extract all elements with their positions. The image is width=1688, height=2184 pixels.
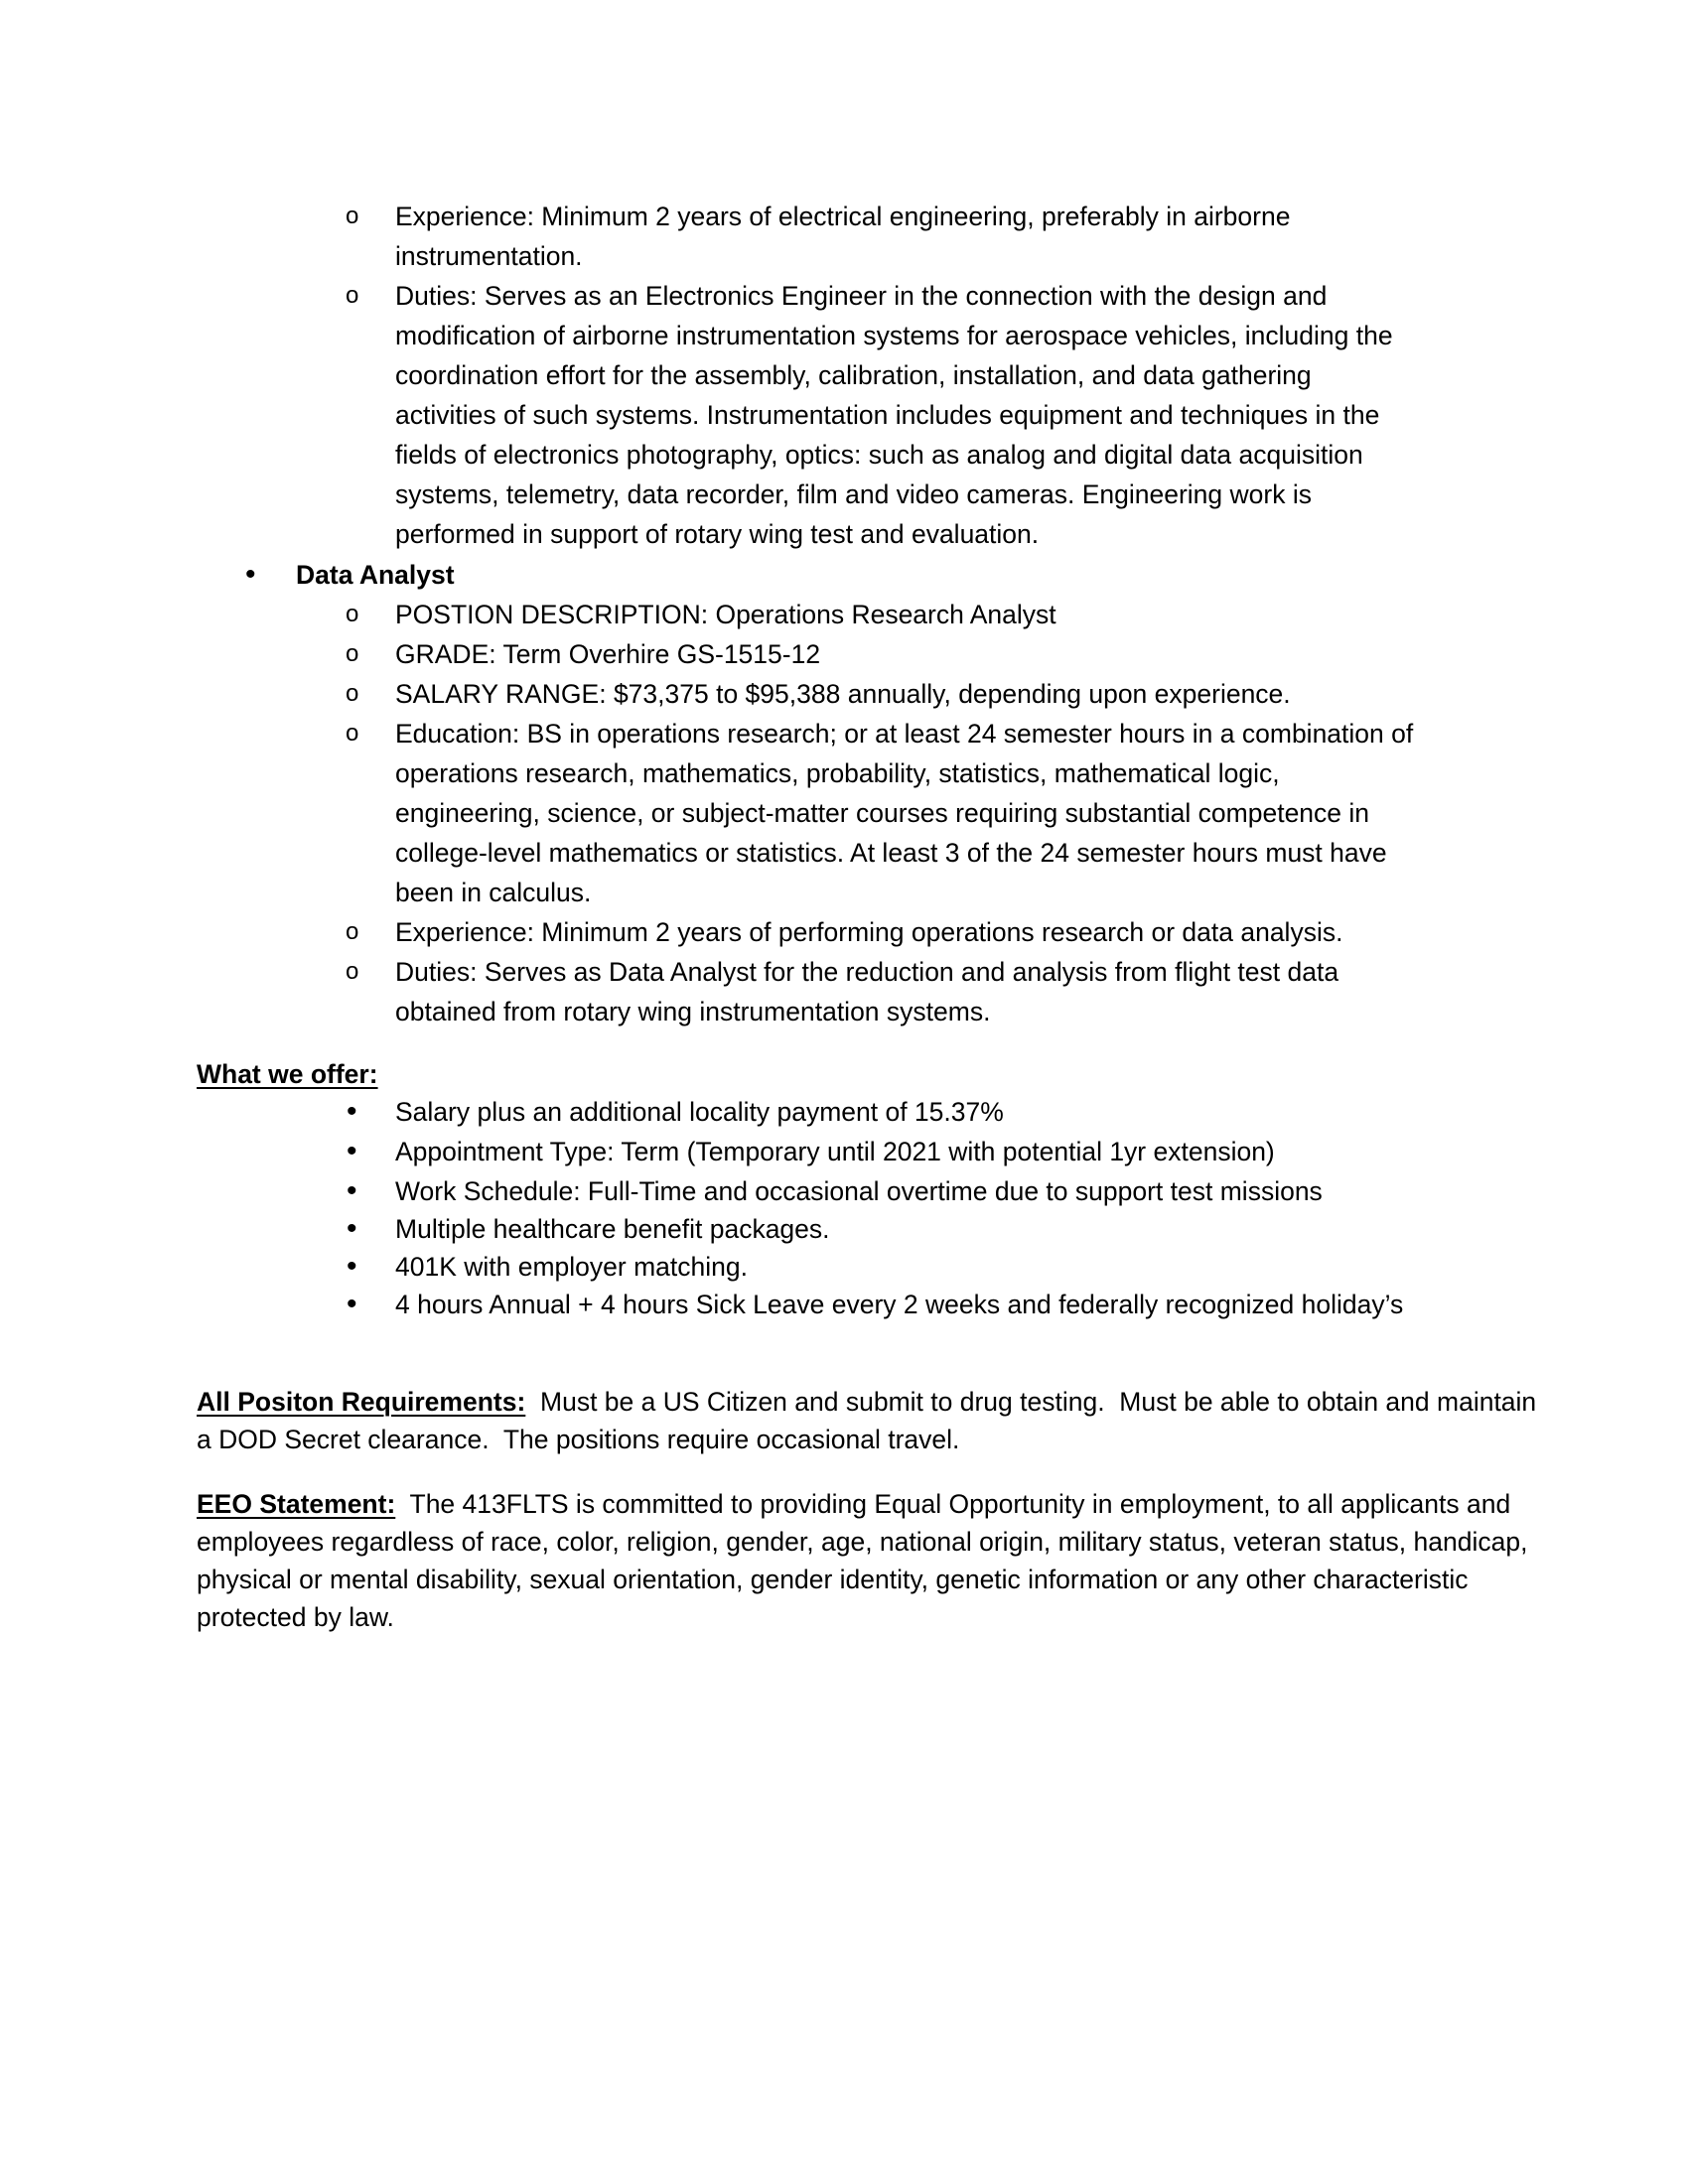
offer-heading: What we offer: [197,1059,378,1089]
analyst-duties-line: Duties: Serves as Data Analyst for the reduction and analysis from flight test data [395,957,1339,987]
engineer-duties-line: Duties: Serves as an Electronics Engineer in the connection with the design and [395,281,1328,311]
analyst-education-line: engineering, science, or subject-matter courses requiring substantial competence in [395,798,1370,828]
offer-bullet: • [347,1250,357,1283]
offer-bullet: • [347,1135,357,1167]
offer-item: 401K with employer matching. [395,1252,748,1282]
data-analyst-title: Data Analyst [296,560,455,590]
requirements-paragraph [197,1383,1547,1458]
offer-item: Work Schedule: Full-Time and occasional overtime due to support test missions [395,1176,1323,1206]
eeo-text: The 413FLTS is committed to providing Equal Opportunity in employment, to all applicants and employees regardless of race, color, religion, gender, age, national origin, military status, veteran status, handicap, physical or mental disability, sexual orientation, gender identity, genetic information or any other characteristic protected by law. [197,1489,1535,1632]
analyst-duties-line: obtained from rotary wing instrumentation systems. [395,997,991,1026]
offer-bullet: • [347,1212,357,1245]
sub-bullet: o [346,601,359,627]
sub-bullet: o [346,640,359,667]
analyst-education-line: been in calculus. [395,878,592,907]
sub-bullet: o [346,282,359,309]
analyst-grade: GRADE: Term Overhire GS-1515-12 [395,639,821,669]
eeo-label: EEO Statement: [197,1489,396,1519]
offer-bullet: • [347,1288,357,1320]
engineer-experience-line: instrumentation. [395,241,583,271]
sub-bullet: o [346,720,359,747]
sub-bullet: o [346,680,359,707]
sub-bullet: o [346,203,359,229]
analyst-position-description: POSTION DESCRIPTION: Operations Research Analyst [395,600,1056,629]
analyst-salary-range: SALARY RANGE: $73,375 to $95,388 annually, depending upon experience. [395,679,1291,709]
engineer-duties-line: fields of electronics photography, optics: such as analog and digital data acquisition [395,440,1363,470]
sub-bullet: o [346,958,359,985]
offer-item: Salary plus an additional locality payment of 15.37% [395,1097,1004,1127]
engineer-duties-line: activities of such systems. Instrumentation includes equipment and techniques in the [395,400,1380,430]
analyst-education-line: Education: BS in operations research; or at least 24 semester hours in a combination of [395,719,1414,749]
engineer-experience-line: Experience: Minimum 2 years of electrical engineering, preferably in airborne [395,202,1291,231]
engineer-duties-line: performed in support of rotary wing test and evaluation. [395,519,1040,549]
analyst-education-line: college-level mathematics or statistics. At least 3 of the 24 semester hours must have [395,838,1387,868]
engineer-duties-line: modification of airborne instrumentation systems for aerospace vehicles, including the [395,321,1393,350]
analyst-experience: Experience: Minimum 2 years of performing operations research or data analysis. [395,917,1343,947]
engineer-duties-line: systems, telemetry, data recorder, film and video cameras. Engineering work is [395,479,1312,509]
offer-bullet: • [347,1174,357,1207]
eeo-paragraph [197,1485,1547,1636]
engineer-duties-line: coordination effort for the assembly, calibration, installation, and data gathering [395,360,1312,390]
requirements-text: Must be a US Citizen and submit to drug testing. Must be able to obtain and maintain a DOD Secret clearance. The positions require occasional travel. [197,1387,1544,1454]
offer-item: Appointment Type: Term (Temporary until 2021 with potential 1yr extension) [395,1137,1275,1166]
sub-bullet: o [346,918,359,945]
offer-item: Multiple healthcare benefit packages. [395,1214,830,1244]
analyst-education-line: operations research, mathematics, probability, statistics, mathematical logic, [395,758,1280,788]
offer-bullet: • [347,1095,357,1128]
main-bullet: • [245,558,256,591]
offer-item: 4 hours Annual + 4 hours Sick Leave every 2 weeks and federally recognized holiday’s [395,1290,1404,1319]
requirements-label: All Positon Requirements: [197,1387,526,1417]
